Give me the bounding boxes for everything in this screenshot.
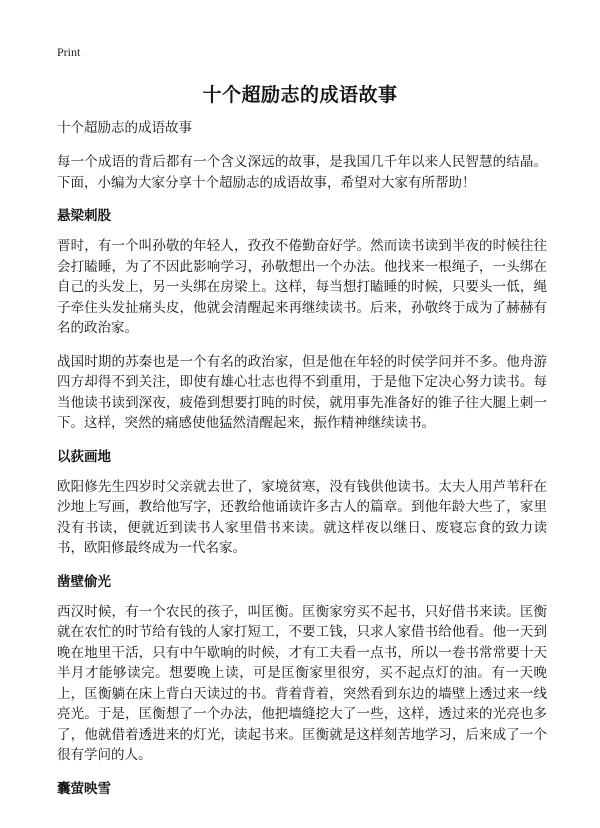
- article-subtitle: 十个超励志的成语故事: [57, 120, 192, 136]
- section-paragraph: 西汉时候，有一个农民的孩子，叫匡衡。匡衡家穷买不起书，只好借书来读。匡衡就在农忙的时节给有钱的人家打短工，不要工钱，只求人家借书给他看。他一天到晚在地里干活，只有中午歇晌的时候，才有工夫看一点书，所以一卷书常常要十天半月才能够读完。想要晚上读，可是匡衡家里很穷，买不起点灯的油。有一天晚上，匡衡躺在床上背白天读过的书。背着背着，突然看到东边的墙壁上透过来一线亮光。于是，匡衡想了一个办法，他把墙缝挖大了一些，这样，透过来的光亮也多了，他就借着透进来的灯光，读起书来。匡衡就是这样刻苦地学习，后来成了一个很有学问的人。: [57, 603, 547, 763]
- article-body: [57, 118, 547, 809]
- print-link[interactable]: Print: [57, 45, 81, 59]
- intro-paragraph: 每一个成语的背后都有一个含义深远的故事，是我国几千年以来人民智慧的结晶。下面，小编为大家分享十个超励志的成语故事，希望对大家有所帮助！: [57, 154, 547, 191]
- section-heading: 以荻画地: [57, 448, 111, 465]
- section-heading: 悬梁刺股: [57, 208, 111, 224]
- section-heading: 囊萤映雪: [57, 780, 111, 797]
- page-title: 十个超励志的成语故事: [202, 84, 398, 106]
- section-heading: 凿壁偷光: [57, 573, 111, 590]
- section-paragraph: 战国时期的苏秦也是一个有名的政治家，但是他在年轻的时侯学问并不多。他舟游四方却得不到关注，即使有雄心壮志也得不到重用，于是他下定决心努力读书。每当他读书读到深夜，疲倦到想要打盹的时侯，就用事先准备好的锥子往大腿上刺一下。这样，突然的痛感使他猛然清醒起来，振作精神继续读书。: [57, 353, 547, 431]
- section-paragraph: 晋时，有一个叫孙敬的年轻人，孜孜不倦勤奋好学。然而读书读到半夜的时候往往会打瞌睡，为了不因此影响学习，孙敬想出一个办法。他找来一根绳子，一头绑在自己的头发上，另一头绑在房梁上。这样，每当想打瞌睡的时候，只要头一低，绳子牵住头发扯痛头皮，他就会清醒起来再继续读书。后来，孙敬终于成为了赫赫有名的政治家。: [57, 238, 547, 336]
- section-paragraph: 欧阳修先生四岁时父亲就去世了，家境贫寒，没有钱供他读书。太夫人用芦苇秆在沙地上写画，教给他写字，还教给他诵读许多古人的篇章。到他年龄大些了，家里没有书读，便就近到读书人家里借书来读。就这样夜以继日、废寝忘食的致力读书，欧阳修最终成为一代名家。: [57, 478, 547, 556]
